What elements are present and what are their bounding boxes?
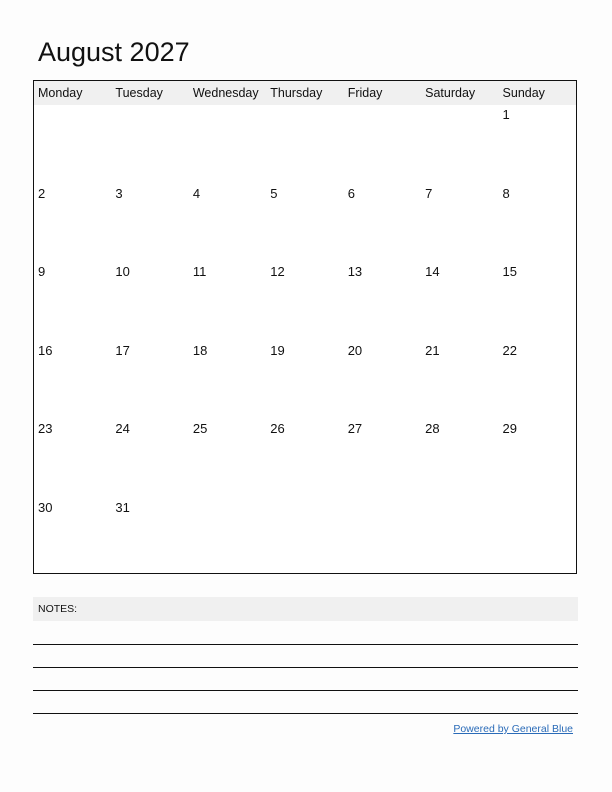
day-cell: 3 xyxy=(115,185,123,201)
weekday-friday: Friday xyxy=(347,86,383,100)
day-cell: 14 xyxy=(425,264,440,279)
day-cell: 23 xyxy=(38,421,53,436)
day-cell: 2 xyxy=(38,185,46,201)
day-cell: 30 xyxy=(38,499,53,515)
day-cell xyxy=(189,105,266,184)
day-cell xyxy=(266,105,343,184)
day-cell: 22 xyxy=(502,342,517,358)
day-cell: 20 xyxy=(347,342,363,358)
weekday-thursday: Thursday xyxy=(270,86,323,100)
day-cell: 13 xyxy=(347,264,363,279)
day-cell: 4 xyxy=(192,185,201,201)
day-cell: 10 xyxy=(115,264,130,279)
day-cell: 19 xyxy=(270,342,285,358)
week-row xyxy=(34,184,576,263)
week-row xyxy=(34,498,576,577)
weekday-saturday: Saturday xyxy=(425,86,476,100)
day-cell: 18 xyxy=(192,342,208,358)
weekday-monday: Monday xyxy=(38,86,83,100)
day-cell: 9 xyxy=(38,264,46,279)
day-cell xyxy=(344,498,421,577)
day-cell: 25 xyxy=(192,421,208,436)
day-cell: 5 xyxy=(270,185,278,201)
week-row xyxy=(34,419,576,498)
day-cell xyxy=(421,498,498,577)
notes-line xyxy=(33,667,578,668)
day-cell: 29 xyxy=(502,421,517,436)
day-cell xyxy=(499,498,576,577)
day-cell: 27 xyxy=(347,421,363,436)
day-cell xyxy=(111,105,188,184)
day-cell: 21 xyxy=(425,342,440,358)
weekday-wednesday: Wednesday xyxy=(192,86,259,100)
notes-label: NOTES: xyxy=(33,597,578,621)
notes-line xyxy=(33,644,578,645)
powered-by-link[interactable]: Powered by General Blue xyxy=(453,723,573,735)
week-row xyxy=(34,341,576,420)
day-cell: 15 xyxy=(502,264,517,279)
notes-line xyxy=(33,690,578,691)
day-cell xyxy=(266,498,343,577)
day-cell: 26 xyxy=(270,421,285,436)
weekday-tuesday: Tuesday xyxy=(115,86,163,100)
day-cell: 17 xyxy=(115,342,130,358)
week-row xyxy=(34,262,576,341)
calendar-grid xyxy=(33,80,577,574)
notes-line xyxy=(33,713,578,714)
day-cell: 24 xyxy=(115,421,130,436)
day-cell xyxy=(421,105,498,184)
day-cell xyxy=(34,105,111,184)
day-cell: 6 xyxy=(347,185,355,201)
day-cell: 31 xyxy=(115,499,130,515)
day-cell: 8 xyxy=(502,185,510,201)
day-cell: 1 xyxy=(502,107,510,122)
day-cell xyxy=(189,498,266,577)
calendar-weeks xyxy=(34,105,576,576)
day-cell: 12 xyxy=(270,264,285,279)
day-cell: 28 xyxy=(425,421,440,436)
day-cell: 16 xyxy=(38,342,53,358)
weekday-header xyxy=(34,81,576,105)
weekday-sunday: Sunday xyxy=(502,86,545,100)
day-cell: 7 xyxy=(425,185,433,201)
page-title: August 2027 xyxy=(38,37,190,67)
day-cell xyxy=(344,105,421,184)
week-row xyxy=(34,105,576,184)
day-cell: 11 xyxy=(192,264,207,279)
